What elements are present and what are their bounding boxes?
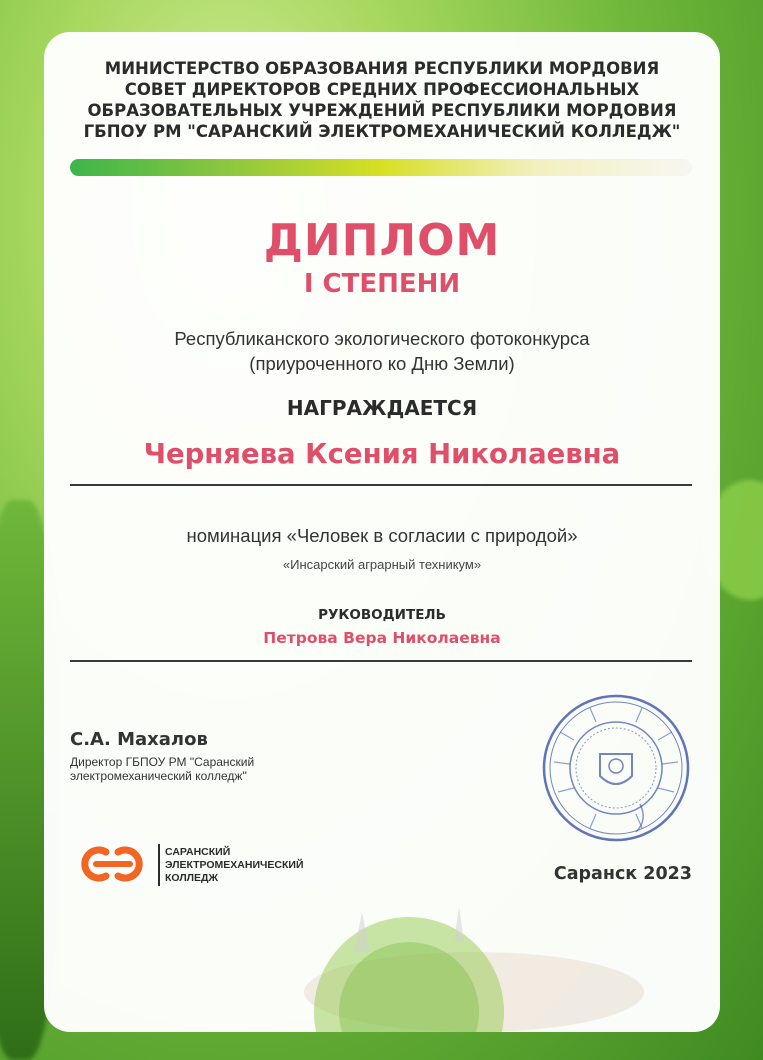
logo-separator	[158, 844, 160, 886]
header-line: СОВЕТ ДИРЕКТОРОВ СРЕДНИХ ПРОФЕССИОНАЛЬНЫХ	[124, 80, 640, 99]
logo-text-line: КОЛЛЕДЖ	[165, 872, 219, 884]
contest-line: (приуроченного ко Дню Земли)	[249, 353, 515, 374]
header-line: МИНИСТЕРСТВО ОБРАЗОВАНИЯ РЕСПУБЛИКИ МОРДОВИЯ	[104, 59, 660, 78]
signatory-role-line: электромеханический колледж"	[70, 769, 247, 783]
header-line: ОБРАЗОВАТЕЛЬНЫХ УЧРЕЖДЕНИЙ РЕСПУБЛИКИ МОРДОВИЯ	[87, 101, 677, 120]
signatory-role	[70, 755, 320, 783]
recipient-name: Черняева Ксения Николаевна	[143, 438, 621, 470]
leader-label: РУКОВОДИТЕЛЬ	[318, 607, 446, 623]
awarded-label: НАГРАЖДАЕТСЯ	[286, 396, 478, 420]
signatory-role-line: Директор ГБПОУ РМ "Саранский	[70, 755, 255, 769]
divider-line	[70, 660, 692, 662]
contest-line: Республиканского экологического фотоконкурса	[174, 328, 590, 349]
divider-line	[70, 484, 692, 486]
header-line: ГБПОУ РМ "САРАНСКИЙ ЭЛЕКТРОМЕХАНИЧЕСКИЙ КОЛЛЕДЖ"	[83, 122, 681, 141]
nomination-text: номинация «Человек в согласии с природой»	[186, 525, 578, 546]
college-logo-text	[165, 846, 304, 885]
logo-text-line: САРАНСКИЙ	[165, 846, 231, 858]
leader-name: Петрова Вера Николаевна	[263, 629, 501, 647]
logo-text-line: ЭЛЕКТРОМЕХАНИЧЕСКИЙ	[165, 859, 304, 871]
city-year: Саранск 2023	[553, 864, 692, 884]
official-seal-stamp	[540, 692, 692, 844]
diploma-card	[44, 32, 720, 1032]
contest-description	[44, 326, 720, 376]
gradient-divider	[70, 159, 692, 176]
issuer-header	[44, 58, 720, 142]
diploma-title: ДИПЛОМ	[263, 215, 501, 266]
college-logo-icon	[72, 844, 152, 884]
organization-text: «Инсарский аграрный техникум»	[282, 557, 482, 572]
signatory-name: С.А. Махалов	[70, 729, 208, 750]
diploma-degree: I СТЕПЕНИ	[303, 269, 461, 299]
